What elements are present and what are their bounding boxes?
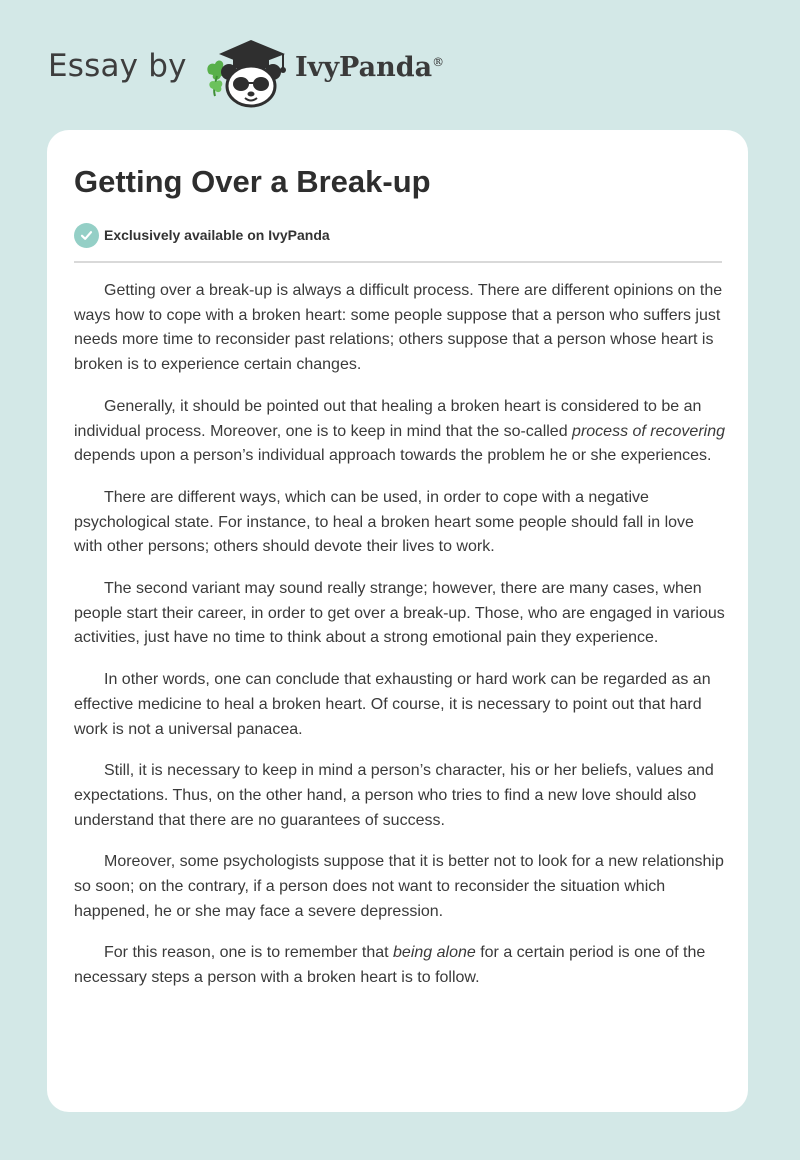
brand-name[interactable] [295, 52, 444, 83]
badge-text: Exclusively available on IvyPanda [104, 227, 330, 243]
divider [74, 261, 722, 263]
site-header [48, 34, 548, 114]
paragraph-text: Still, it is necessary to keep in mind a person’s character, his or her beliefs, values and expectations. Thus, on the other hand, a person who tries to find a new love should also understand that there are no guarantees of success. [74, 762, 714, 829]
check-circle-icon [74, 223, 99, 248]
exclusive-badge [74, 222, 330, 248]
paragraph [74, 759, 726, 833]
registered-mark: ® [432, 55, 445, 69]
paragraph [74, 577, 726, 651]
paragraph [74, 395, 726, 469]
paragraph-text: The second variant may sound really strange; however, there are many cases, when people start their career, in order to get over a break-up. Those, who are engaged in various activities, just have no time to think about a strong emotional pain they experience. [74, 580, 725, 647]
paragraph [74, 486, 726, 560]
essay-card [47, 130, 748, 1112]
brand-text[interactable]: IvyPanda [295, 52, 433, 83]
paragraph-text: Moreover, some psychologists suppose that it is better not to look for a new relationship so soon; on the contrary, if a person does not want to reconsider the situation which happened, he or she may face a severe depression. [74, 853, 724, 920]
paragraph-text: Generally, it should be pointed out that healing a broken heart is considered to be an individual process. Moreover, one is to keep in mind that the so-called [74, 397, 702, 440]
paragraph-text: In other words, one can conclude that exhausting or hard work can be regarded as an effective medicine to heal a broken heart. Of course, it is necessary to point out that hard work is not a universal panacea. [74, 671, 711, 738]
paragraph-text: depends upon a person’s individual approach towards the problem he or she experiences. [74, 447, 712, 465]
essay-body [74, 279, 726, 1008]
paragraph-emphasis: process of recovering [572, 422, 726, 440]
essay-by-label: Essay by [48, 48, 187, 84]
paragraph-emphasis: being alone [393, 944, 476, 962]
panda-graduate-icon[interactable] [203, 34, 289, 108]
paragraph [74, 668, 726, 742]
paragraph [74, 941, 726, 990]
paragraph [74, 279, 726, 378]
paragraph-text: There are different ways, which can be used, in order to cope with a negative psychological state. For instance, to heal a broken heart some people should fall in love with other persons; others should devote their lives to work. [74, 488, 694, 556]
page-title: Getting Over a Break-up [74, 164, 431, 199]
paragraph-text: For this reason, one is to remember that [104, 944, 394, 962]
paragraph-text: Getting over a break-up is always a difficult process. There are different opinions on the ways how to cope with a broken heart: some people suppose that a person who suffers just needs more time to reconsider past relations; others suppose that a person whose heart is broken is to experience certain changes. [74, 282, 723, 374]
paragraph-text: for a certain period is one of the necessary steps a person with a broken heart is to follow. [74, 944, 706, 987]
paragraph [74, 850, 726, 924]
